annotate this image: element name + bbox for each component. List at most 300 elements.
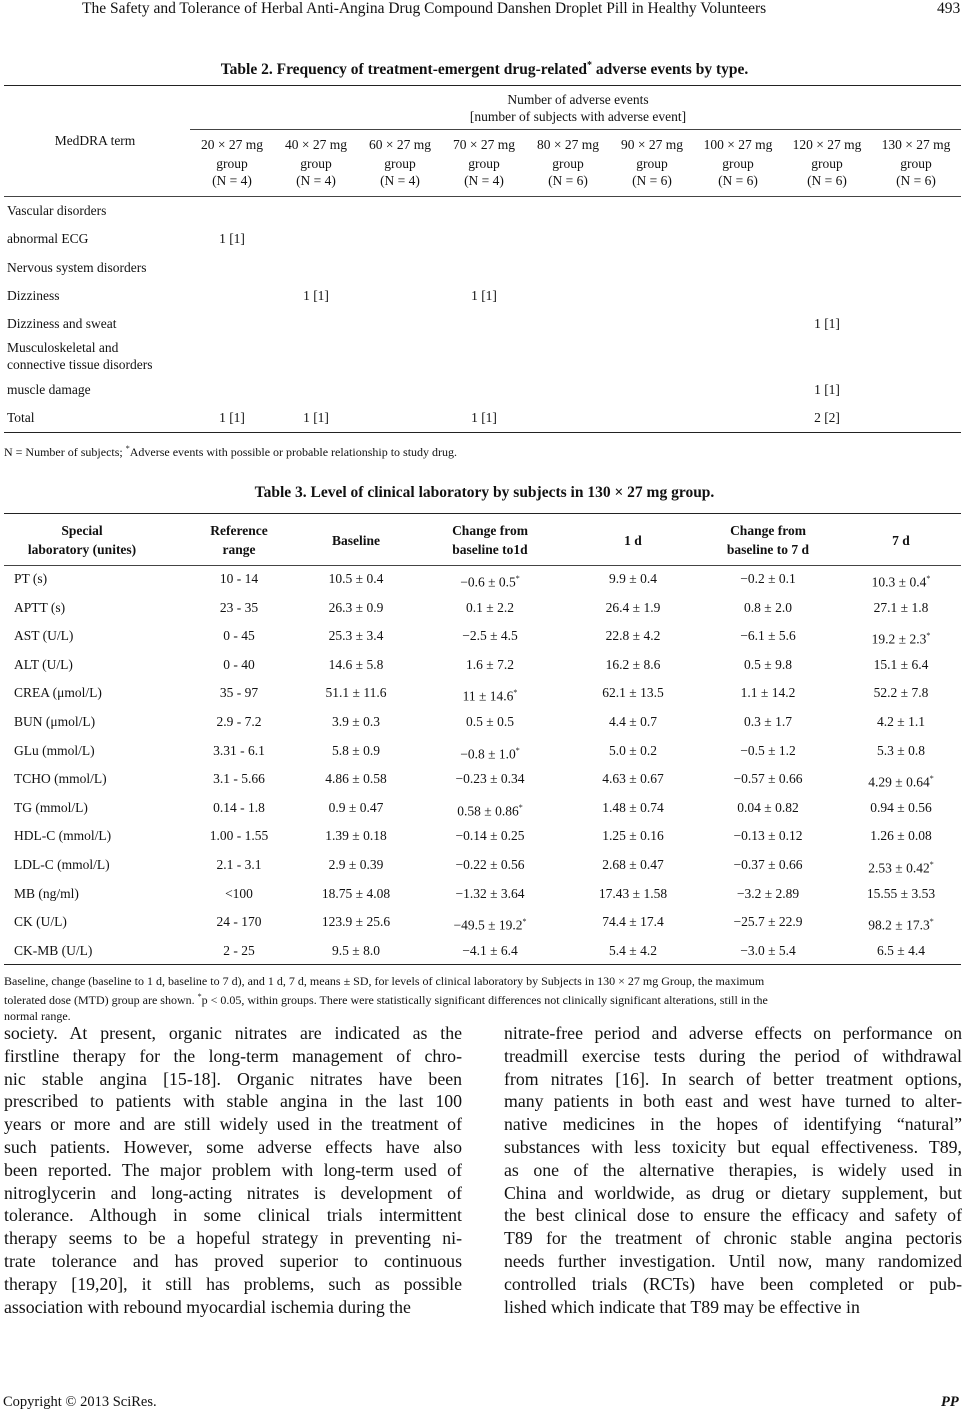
table3-value: 2.9 ± 0.39 xyxy=(328,857,384,872)
table3-value: 9.5 ± 8.0 xyxy=(332,943,380,958)
table3-value: 1.48 ± 0.74 xyxy=(602,800,664,815)
table3-cell-chg1 xyxy=(415,799,565,821)
body-text-line: tolerance. Although in some clinical trials intermittent xyxy=(4,1205,462,1226)
table2-row-label: muscle damage xyxy=(7,382,91,397)
table3-cell-d1 xyxy=(558,770,708,788)
table3-cell-chg7 xyxy=(693,656,843,674)
table2-group-line1: 130 × 27 mg xyxy=(881,137,951,152)
significance-mark: * xyxy=(926,574,931,583)
table3-row xyxy=(0,799,969,827)
significance-mark: * xyxy=(929,860,934,869)
table2-group-line2: group xyxy=(722,156,754,171)
table3-row xyxy=(0,885,969,913)
table3-note-line2-text: tolerated dose (MTD) group are shown. xyxy=(4,993,198,1007)
table3-cell-d7 xyxy=(826,742,969,760)
table3-cell-chg1 xyxy=(415,770,565,788)
table3-value: −6.1 ± 5.6 xyxy=(740,628,796,643)
table2-group-line2: group xyxy=(384,156,416,171)
table3-row xyxy=(0,656,969,684)
table3-cell-baseline xyxy=(281,656,431,674)
table3-cell-chg1 xyxy=(415,856,565,874)
table3-value: 15.55 ± 3.53 xyxy=(866,886,936,901)
table2-row-label: Total xyxy=(7,410,35,425)
table3-cell-d7 xyxy=(826,885,969,903)
table3-cell-d7 xyxy=(826,856,969,878)
table3-cell-d7 xyxy=(826,599,969,617)
table3-cell-chg7 xyxy=(693,627,843,645)
table2-caption xyxy=(0,56,969,80)
body-text-line: controlled trials (RCTs) have been completed or pub- xyxy=(504,1273,962,1294)
table3-value: 5.8 ± 0.9 xyxy=(332,743,380,758)
table3-value: 62.1 ± 13.5 xyxy=(602,685,664,700)
table3-cell-name: HDL-C (mmol/L) xyxy=(14,828,112,843)
table3-cell-baseline xyxy=(281,599,431,617)
significance-mark: * xyxy=(522,917,527,926)
table3-row xyxy=(0,599,969,627)
table3-value: 10.3 ± 0.4 xyxy=(871,574,927,590)
body-text-line: nitroglycerin and long-acting nitrates is development of xyxy=(4,1182,462,1203)
table3-cell-d7 xyxy=(826,684,969,702)
table3-row xyxy=(0,684,969,712)
table2-row-label: Nervous system disorders xyxy=(7,260,147,275)
table3-bottom-rule xyxy=(4,964,961,965)
table3-cell-baseline xyxy=(281,742,431,760)
table2-cell: 1 [1] xyxy=(219,410,245,425)
table3-cell-chg7 xyxy=(693,742,843,760)
table3-cell-chg1 xyxy=(415,570,565,592)
table3-value: 4.2 ± 1.1 xyxy=(877,714,925,729)
table3-header-line1: Special xyxy=(61,523,103,538)
table3-value: 123.9 ± 25.6 xyxy=(321,914,391,929)
table3-cell-d1 xyxy=(558,656,708,674)
table2-group-header-line1: Number of adverse events xyxy=(507,92,649,107)
table3-cell-d7 xyxy=(826,656,969,674)
body-text-line: nic stable angina [15-18]. Organic nitrates have been xyxy=(4,1068,462,1089)
table2-group-line3: (N = 6) xyxy=(807,173,847,188)
table3-cell-d7 xyxy=(826,913,969,935)
table2-footnote-sup: * xyxy=(125,444,130,453)
table3-header-line2: laboratory (unites) xyxy=(27,542,137,557)
table2-row-label: Musculoskeletal and xyxy=(7,340,119,355)
table3-cell-d1 xyxy=(558,799,708,817)
table3-cell-chg1 xyxy=(415,742,565,764)
table3-value: 9.9 ± 0.4 xyxy=(609,571,657,586)
table3-value: 2.1 - 3.1 xyxy=(216,857,262,872)
table3-header: 1 d xyxy=(624,533,642,548)
body-text-line: needs further investigation. Until now, many randomized xyxy=(504,1250,962,1271)
table3-value: 16.2 ± 8.6 xyxy=(605,657,661,672)
table3-cell-d1 xyxy=(558,599,708,617)
table3-cell-name: LDL-C (mmol/L) xyxy=(14,857,110,872)
table3-row xyxy=(0,742,969,770)
significance-mark: * xyxy=(518,803,523,812)
table2-group-line3: (N = 4) xyxy=(464,173,504,188)
table2-group-line1: 20 × 27 mg xyxy=(201,137,263,152)
table3-value: 3.31 - 6.1 xyxy=(213,743,265,758)
table3-cell-chg1 xyxy=(415,885,565,903)
table3-value: 1.1 ± 14.2 xyxy=(740,685,796,700)
table2-group-line3: (N = 4) xyxy=(212,173,252,188)
table3-value: 1.26 ± 0.08 xyxy=(870,828,932,843)
table3-value: 74.4 ± 17.4 xyxy=(602,914,664,929)
table3-cell-baseline xyxy=(281,913,431,931)
table3-value: 4.4 ± 0.7 xyxy=(609,714,657,729)
table2-group-line3: (N = 6) xyxy=(632,173,672,188)
table3-cell-name: TCHO (mmol/L) xyxy=(14,771,107,786)
body-text-line: from nitrates [16]. In search of better treatment options, xyxy=(504,1068,962,1089)
table3-cell-chg7 xyxy=(693,770,843,788)
table2-group-line1: 60 × 27 mg xyxy=(369,137,431,152)
table2-group-line1: 40 × 27 mg xyxy=(285,137,347,152)
table3-header: 7 d xyxy=(892,533,910,548)
table3-value: 0.58 ± 0.86 xyxy=(457,803,519,819)
table2-footnote xyxy=(4,441,457,460)
table3-value: −0.23 ± 0.34 xyxy=(455,771,525,786)
table3-value: −4.1 ± 6.4 xyxy=(462,943,518,958)
running-title: The Safety and Tolerance of Herbal Anti-Angina Drug Compound Danshen Droplet Pill in Healthy Volunteers xyxy=(82,0,767,17)
table3-cell-baseline xyxy=(281,684,431,702)
table2-caption-sup: * xyxy=(586,60,592,71)
table2-row-label: Vascular disorders xyxy=(7,203,107,218)
table3-value: 17.43 ± 1.58 xyxy=(598,886,668,901)
table3-value: −25.7 ± 22.9 xyxy=(733,914,803,929)
table3-value: 23 - 35 xyxy=(219,600,259,615)
page-number: 493 xyxy=(937,0,961,17)
table3-value: 0.5 ± 9.8 xyxy=(744,657,792,672)
table2-footnote-text: N = Number of subjects; xyxy=(4,445,126,459)
table3-cell-name: MB (ng/ml) xyxy=(14,886,79,901)
table2-group-line2: group xyxy=(468,156,500,171)
table2-group-line2: group xyxy=(216,156,248,171)
body-text-line: been reported. The major problem with long-term used of xyxy=(4,1159,462,1180)
table2-cell: 2 [2] xyxy=(814,410,840,425)
table3-top-rule xyxy=(4,513,961,514)
table2-cell: 1 [1] xyxy=(303,288,329,303)
significance-mark: * xyxy=(515,574,520,583)
body-text-line: therapy [19,20], it still has problems, such as possible xyxy=(4,1273,462,1294)
table3-cell-name: APTT (s) xyxy=(14,600,66,615)
table2-cell: 1 [1] xyxy=(219,231,245,246)
table3-row xyxy=(0,570,969,598)
table3-cell-name: PT (s) xyxy=(14,571,48,586)
table3-cell-baseline xyxy=(281,942,431,960)
table2-first-col-header: MedDRA term xyxy=(54,133,136,148)
table2-cell: 1 [1] xyxy=(303,410,329,425)
body-text-line: prescribed to patients with stable angina in the last 100 xyxy=(4,1091,462,1112)
table2-bottom-rule xyxy=(4,432,961,433)
table3-value: 1.25 ± 0.16 xyxy=(602,828,664,843)
table3-value: 11 ± 14.6 xyxy=(462,688,514,704)
table3-cell-d1 xyxy=(558,742,708,760)
table2-group-line3: (N = 6) xyxy=(718,173,758,188)
table3-value: 98.2 ± 17.3 xyxy=(868,917,930,933)
table3-value: 0.5 ± 0.5 xyxy=(466,714,514,729)
table3-value: 1.00 - 1.55 xyxy=(209,828,269,843)
table2-group-line3: (N = 4) xyxy=(380,173,420,188)
table3-value: 24 - 170 xyxy=(216,914,262,929)
table3-cell-d7 xyxy=(826,570,969,592)
table3-value: 0.1 ± 2.2 xyxy=(466,600,514,615)
table2-footnote-text-end: Adverse events with possible or probable relationship to study drug. xyxy=(129,445,458,459)
table3-value: 5.0 ± 0.2 xyxy=(609,743,657,758)
table3-value: 3.9 ± 0.3 xyxy=(332,714,380,729)
table3-cell-chg1 xyxy=(415,942,565,960)
table2-caption-text: Table 2. Frequency of treatment-emergent drug-related xyxy=(220,61,587,79)
body-text-line: T89 for the treatment of chronic stable angina pectoris xyxy=(504,1228,962,1249)
table3-cell-d1 xyxy=(558,885,708,903)
table3-value: 0.94 ± 0.56 xyxy=(870,800,932,815)
table3-cell-d7 xyxy=(826,713,969,731)
table2-group-line2: group xyxy=(300,156,332,171)
table3-note-line2 xyxy=(4,989,966,1008)
table2-row-label: Dizziness xyxy=(7,288,60,303)
table3-cell-name: TG (mmol/L) xyxy=(14,800,88,815)
table3-row xyxy=(0,942,969,970)
significance-mark: * xyxy=(929,917,934,926)
table3-row xyxy=(0,770,969,798)
body-text-line: association with rebound myocardial ischemia during the xyxy=(4,1296,411,1317)
table3-cell-d1 xyxy=(558,713,708,731)
table3-value: 10.5 ± 0.4 xyxy=(328,571,384,586)
table3-value: 51.1 ± 11.6 xyxy=(325,685,387,700)
table3-note-line2-text-end: p < 0.05, within groups. There were statistically significant differences not clinically significant alterations, still in the xyxy=(201,993,768,1007)
body-text-line: firstline therapy for the long-term management of chro- xyxy=(4,1045,462,1066)
table3-cell-d1 xyxy=(558,942,708,960)
table3-cell-chg7 xyxy=(693,599,843,617)
table2-cell: 1 [1] xyxy=(471,410,497,425)
table3-note-line2-sup: * xyxy=(197,992,202,1001)
table3-value: 0 - 40 xyxy=(223,657,255,672)
table2-group-line2: group xyxy=(552,156,584,171)
table3-value: −0.22 ± 0.56 xyxy=(455,857,525,872)
table3-value: 26.4 ± 1.9 xyxy=(605,600,661,615)
table3-cell-chg7 xyxy=(693,799,843,817)
table3-header-line1: Reference xyxy=(210,523,268,538)
body-text-line: many patients in both east and west have turned to alter- xyxy=(504,1091,962,1112)
table3-cell-name: GLu (mmol/L) xyxy=(14,743,95,758)
table3-value: −0.5 ± 1.2 xyxy=(740,743,796,758)
table3-cell-baseline xyxy=(281,570,431,588)
table3-value: 52.2 ± 7.8 xyxy=(873,685,929,700)
table3-header-rule xyxy=(4,565,961,566)
table3-header-line1: Change from xyxy=(730,523,806,538)
table3-value: −2.5 ± 4.5 xyxy=(462,628,518,643)
table3-cell-d1 xyxy=(558,570,708,588)
table3-cell-chg1 xyxy=(415,827,565,845)
running-header xyxy=(0,0,969,22)
table3-cell-d1 xyxy=(558,627,708,645)
table3-cell-chg1 xyxy=(415,599,565,617)
table3-value: 0.3 ± 1.7 xyxy=(744,714,792,729)
table2-cell: 1 [1] xyxy=(814,316,840,331)
table3-value: 0.14 - 1.8 xyxy=(213,800,265,815)
table2-group-line3: (N = 4) xyxy=(296,173,336,188)
table3-value: −0.37 ± 0.66 xyxy=(733,857,803,872)
table3-row xyxy=(0,913,969,941)
significance-mark: * xyxy=(926,631,931,640)
body-text-line: society. At present, organic nitrates are indicated as the xyxy=(4,1023,462,1043)
table3-cell-name: CREA (μmol/L) xyxy=(14,685,102,700)
table3-value: −0.8 ± 1.0 xyxy=(460,746,516,762)
table3-cell-chg7 xyxy=(693,856,843,874)
table2-row-label-line2: connective tissue disorders xyxy=(7,357,153,372)
table3-cell-chg1 xyxy=(415,713,565,731)
table2-group-line1: 100 × 27 mg xyxy=(703,137,773,152)
table3-cell-baseline xyxy=(281,885,431,903)
table3-cell-d7 xyxy=(826,799,969,817)
table2-group-line3: (N = 6) xyxy=(896,173,936,188)
table3-caption: Table 3. Level of clinical laboratory by subjects in 130 × 27 mg group. xyxy=(254,484,715,501)
significance-mark: * xyxy=(929,774,934,783)
table3-header-line2: range xyxy=(222,542,256,557)
table2-cell: 1 [1] xyxy=(471,288,497,303)
table2-header-rule xyxy=(4,196,961,197)
table3-value: 2.68 ± 0.47 xyxy=(602,857,664,872)
body-text-line: years or more and are still widely used in the treatment of xyxy=(4,1114,462,1135)
table3-cell-chg1 xyxy=(415,913,565,935)
table3-value: −3.2 ± 2.89 xyxy=(736,886,800,901)
table2-group-line2: group xyxy=(900,156,932,171)
table3-cell-chg7 xyxy=(693,913,843,931)
table2-row-label: abnormal ECG xyxy=(7,231,89,246)
table3-cell-chg7 xyxy=(693,885,843,903)
table3-value: 0 - 45 xyxy=(223,628,255,643)
table3-value: 4.29 ± 0.64 xyxy=(868,774,930,790)
table3-value: 15.1 ± 6.4 xyxy=(873,657,929,672)
table3-row xyxy=(0,856,969,884)
table3-header-line2: baseline to1d xyxy=(452,542,528,557)
body-text-line: the best clinical dose to ensure the efficacy and safety of xyxy=(504,1205,962,1226)
table3-cell-baseline xyxy=(281,713,431,731)
body-text-line: trate tolerance and has proved superior to continuous xyxy=(4,1250,462,1271)
table2-group-header-rule xyxy=(190,129,961,130)
table2-cell: 1 [1] xyxy=(814,382,840,397)
table3-note xyxy=(4,973,966,1024)
table2-caption-text-end: adverse events by type. xyxy=(591,61,749,79)
table3-value: 6.5 ± 4.4 xyxy=(877,943,925,958)
table3-cell-d7 xyxy=(826,827,969,845)
significance-mark: * xyxy=(513,688,518,697)
table3-value: 19.2 ± 2.3 xyxy=(871,631,927,647)
table3-value: 5.3 ± 0.8 xyxy=(877,743,925,758)
table3-value: −0.6 ± 0.5 xyxy=(460,574,516,590)
table3-cell-d7 xyxy=(826,627,969,649)
table3-value: 4.63 ± 0.67 xyxy=(602,771,664,786)
body-text-line: as one of the alternative therapies, is widely used in xyxy=(504,1159,962,1180)
body-text-line: China and worldwide, as drug or dietary supplement, but xyxy=(504,1182,962,1203)
table3-cell-d1 xyxy=(558,856,708,874)
table3-note-line3: normal range. xyxy=(4,1009,71,1023)
table2-group-line3: (N = 6) xyxy=(548,173,588,188)
body-right-column xyxy=(504,1022,962,1318)
body-text-line: lished which indicate that T89 may be effective in xyxy=(504,1296,860,1317)
table3-value: 1.6 ± 7.2 xyxy=(466,657,514,672)
table3-cell-name: BUN (μmol/L) xyxy=(14,714,96,729)
table3-value: 10 - 14 xyxy=(219,571,259,586)
table3-value: 26.3 ± 0.9 xyxy=(328,600,384,615)
table3-cell-chg7 xyxy=(693,942,843,960)
table3-cell-chg1 xyxy=(415,684,565,706)
table3-value: 2.9 - 7.2 xyxy=(216,714,262,729)
table2-group-line1: 90 × 27 mg xyxy=(621,137,683,152)
table3-value: 5.4 ± 4.2 xyxy=(609,943,657,958)
table3-cell-baseline xyxy=(281,856,431,874)
table3-cell-d1 xyxy=(558,684,708,702)
table2-row-label: Dizziness and sweat xyxy=(7,316,117,331)
table3-value: 27.1 ± 1.8 xyxy=(873,600,929,615)
table3-header-line2: baseline to 7 d xyxy=(726,542,810,557)
table2-top-rule xyxy=(4,85,961,86)
table3-value: 3.1 - 5.66 xyxy=(213,771,265,786)
table3-cell-baseline xyxy=(281,627,431,645)
table3-note-line1: Baseline, change (baseline to 1 d, baseline to 7 d), and 1 d, 7 d, means ± SD, for levels of clinical laboratory by Subjects in 130 × 27 mg Group, the maximum xyxy=(4,974,765,988)
table3-value: −49.5 ± 19.2 xyxy=(453,917,523,933)
table3-cell-name: CK-MB (U/L) xyxy=(14,943,93,958)
table3-value: 22.8 ± 4.2 xyxy=(605,628,661,643)
table3-header: Baseline xyxy=(331,533,380,548)
table3-value: 0.8 ± 2.0 xyxy=(744,600,792,615)
table3-cell-chg7 xyxy=(693,713,843,731)
table3-value: <100 xyxy=(225,886,253,901)
table3-value: −3.0 ± 5.4 xyxy=(740,943,796,958)
table3-value: 1.39 ± 0.18 xyxy=(325,828,387,843)
table3-row xyxy=(0,827,969,855)
table3-value: −0.13 ± 0.12 xyxy=(733,828,803,843)
body-text-line: therapy seems to be a hopeful strategy in preventing ni- xyxy=(4,1228,462,1249)
table2-group-line1: 70 × 27 mg xyxy=(453,137,515,152)
table3-cell-chg7 xyxy=(693,684,843,702)
body-text-line: treadmill exercise tests during the period of withdrawal xyxy=(504,1045,962,1066)
table3-cell-d7 xyxy=(826,770,969,792)
table3-cell-name: CK (U/L) xyxy=(14,914,67,929)
table3-cell-chg7 xyxy=(693,827,843,845)
table3-cell-baseline xyxy=(281,770,431,788)
table2-group-line2: group xyxy=(811,156,843,171)
table3-row xyxy=(0,627,969,655)
table3-cell-d7 xyxy=(826,942,969,960)
table3-value: 0.04 ± 0.82 xyxy=(737,800,799,815)
significance-mark: * xyxy=(515,746,520,755)
table3-cell-baseline xyxy=(281,799,431,817)
table2-group-line1: 120 × 27 mg xyxy=(792,137,862,152)
table3-value: 2.53 ± 0.42 xyxy=(868,860,930,876)
table3-value: 2 - 25 xyxy=(223,943,255,958)
table3-value: −0.14 ± 0.25 xyxy=(455,828,525,843)
table3-cell-d1 xyxy=(558,827,708,845)
body-left-column xyxy=(4,1022,462,1318)
table3-value: −0.2 ± 0.1 xyxy=(740,571,796,586)
table2-group-line2: group xyxy=(636,156,668,171)
body-text-line: native medicines in the hopes of identifying “natural” xyxy=(504,1114,962,1135)
copyright: Copyright © 2013 SciRes. xyxy=(3,1394,157,1410)
body-text-line: nitrate-free period and adverse effects on performance on xyxy=(504,1023,962,1043)
table3-value: 18.75 ± 4.08 xyxy=(321,886,391,901)
table3-cell-chg1 xyxy=(415,656,565,674)
table3-cell-chg7 xyxy=(693,570,843,588)
table3-cell-name: ALT (U/L) xyxy=(14,657,73,672)
table3-value: −1.32 ± 3.64 xyxy=(455,886,525,901)
table3-value: 35 - 97 xyxy=(219,685,259,700)
journal-code: PP xyxy=(941,1394,959,1410)
table3-row xyxy=(0,713,969,741)
table3-value: 25.3 ± 3.4 xyxy=(328,628,384,643)
table3-cell-name: AST (U/L) xyxy=(14,628,74,643)
table3-value: 4.86 ± 0.58 xyxy=(325,771,387,786)
table3-cell-chg1 xyxy=(415,627,565,645)
table2-group-header-line2: [number of subjects with adverse event] xyxy=(469,109,687,124)
body-text-line: substances with less toxicity but equal effectiveness. T89, xyxy=(504,1136,962,1157)
table2-group-line1: 80 × 27 mg xyxy=(537,137,599,152)
